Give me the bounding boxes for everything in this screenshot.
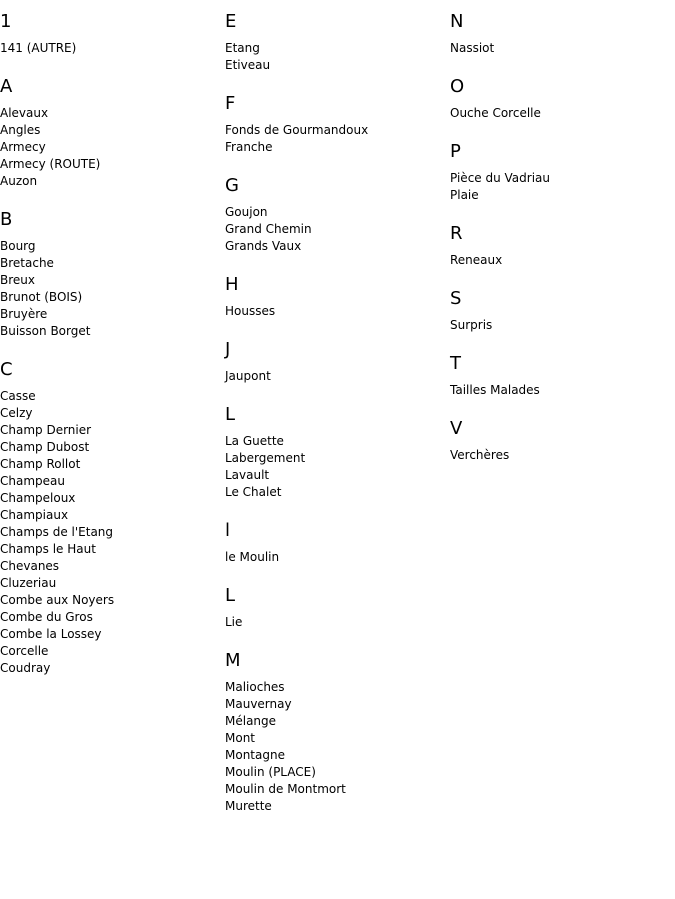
- place-link[interactable]: Champ Dubost: [0, 440, 90, 454]
- place-link[interactable]: Buisson Borget: [0, 324, 91, 338]
- letter-heading: C: [0, 359, 13, 380]
- place-link[interactable]: Champs le Haut: [0, 542, 96, 556]
- letter-heading: G: [225, 175, 239, 196]
- place-link[interactable]: Combe la Lossey: [0, 627, 102, 641]
- place-link[interactable]: Champeau: [0, 474, 65, 488]
- letter-group: [225, 584, 445, 631]
- letter-heading: S: [450, 288, 462, 309]
- letter-group: [225, 403, 445, 501]
- letter-group: [225, 649, 445, 815]
- place-link[interactable]: Moulin de Montmort: [225, 782, 346, 796]
- place-link[interactable]: Cluzeriau: [0, 576, 57, 590]
- place-link[interactable]: Celzy: [0, 406, 33, 420]
- place-link[interactable]: Bretache: [0, 256, 54, 270]
- letter-heading: L: [225, 404, 236, 425]
- letter-heading: E: [225, 11, 237, 32]
- letter-group: [225, 174, 445, 255]
- place-link[interactable]: Ouche Corcelle: [450, 106, 541, 120]
- letter-group: [0, 358, 220, 677]
- index-column-2: [225, 0, 445, 833]
- letter-heading: A: [0, 76, 13, 97]
- place-link[interactable]: Lavault: [225, 468, 270, 482]
- place-link[interactable]: Housses: [225, 304, 276, 318]
- place-link[interactable]: Le Chalet: [225, 485, 282, 499]
- letter-group: [450, 75, 670, 122]
- place-link[interactable]: Breux: [0, 273, 35, 287]
- place-link[interactable]: Franche: [225, 140, 273, 154]
- index-column-3: [450, 0, 670, 482]
- place-link[interactable]: Armecy: [0, 140, 46, 154]
- place-link[interactable]: Malioches: [225, 680, 285, 694]
- place-link[interactable]: Coudray: [0, 661, 51, 675]
- place-link[interactable]: Nassiot: [450, 41, 495, 55]
- place-link[interactable]: Mauvernay: [225, 697, 292, 711]
- letter-heading: O: [450, 76, 465, 97]
- letter-heading: B: [0, 209, 13, 230]
- place-link[interactable]: Combe aux Noyers: [0, 593, 115, 607]
- place-link[interactable]: Pièce du Vadriau: [450, 171, 550, 185]
- place-link[interactable]: Verchères: [450, 448, 510, 462]
- place-link[interactable]: Mont: [225, 731, 256, 745]
- place-link[interactable]: Chevanes: [0, 559, 60, 573]
- place-link[interactable]: Brunot (BOIS): [0, 290, 83, 304]
- place-link[interactable]: Champ Dernier: [0, 423, 92, 437]
- place-link[interactable]: Alevaux: [0, 106, 49, 120]
- place-link[interactable]: Goujon: [225, 205, 268, 219]
- letter-group: [450, 417, 670, 464]
- letter-group: [450, 140, 670, 204]
- letter-heading: 1: [0, 11, 12, 32]
- place-link[interactable]: Moulin (PLACE): [225, 765, 316, 779]
- place-link[interactable]: Casse: [0, 389, 36, 403]
- letter-heading: V: [450, 418, 463, 439]
- place-link[interactable]: Mélange: [225, 714, 277, 728]
- place-link[interactable]: Fonds de Gourmandoux: [225, 123, 369, 137]
- letter-heading: L: [225, 585, 236, 606]
- place-link[interactable]: Montagne: [225, 748, 285, 762]
- place-link[interactable]: Grands Vaux: [225, 239, 302, 253]
- place-link[interactable]: Murette: [225, 799, 272, 813]
- place-link[interactable]: Champiaux: [0, 508, 69, 522]
- place-link[interactable]: Bruyère: [0, 307, 48, 321]
- letter-group: [225, 10, 445, 74]
- place-link[interactable]: Combe du Gros: [0, 610, 93, 624]
- index-column-1: [0, 0, 220, 695]
- letter-heading: l: [225, 520, 231, 541]
- letter-group: [450, 222, 670, 269]
- letter-group: [225, 273, 445, 320]
- letter-group: [450, 287, 670, 334]
- place-link[interactable]: Lie: [225, 615, 243, 629]
- place-link[interactable]: Champs de l'Etang: [0, 525, 114, 539]
- place-link[interactable]: Labergement: [225, 451, 306, 465]
- place-link[interactable]: Champ Rollot: [0, 457, 81, 471]
- place-link[interactable]: Grand Chemin: [225, 222, 312, 236]
- letter-heading: H: [225, 274, 239, 295]
- place-link[interactable]: le Moulin: [225, 550, 280, 564]
- place-link[interactable]: Plaie: [450, 188, 479, 202]
- letter-heading: T: [450, 353, 461, 374]
- letter-heading: J: [225, 339, 231, 360]
- place-link[interactable]: Etang: [225, 41, 260, 55]
- letter-group: [225, 92, 445, 156]
- place-link[interactable]: Angles: [0, 123, 41, 137]
- letter-group: [0, 208, 220, 340]
- place-link[interactable]: Champeloux: [0, 491, 76, 505]
- place-link[interactable]: Reneaux: [450, 253, 503, 267]
- letter-group: [450, 352, 670, 399]
- letter-heading: F: [225, 93, 236, 114]
- letter-heading: R: [450, 223, 463, 244]
- place-link[interactable]: Bourg: [0, 239, 36, 253]
- place-link[interactable]: Surpris: [450, 318, 493, 332]
- place-link[interactable]: Armecy (ROUTE): [0, 157, 101, 171]
- letter-group: [0, 10, 220, 57]
- letter-group: [225, 519, 445, 566]
- place-link[interactable]: 141 (AUTRE): [0, 41, 77, 55]
- letter-group: [450, 10, 670, 57]
- place-link[interactable]: Tailles Malades: [450, 383, 540, 397]
- letter-heading: M: [225, 650, 241, 671]
- letter-heading: N: [450, 11, 464, 32]
- letter-group: [0, 75, 220, 190]
- place-link[interactable]: Jaupont: [225, 369, 271, 383]
- place-link[interactable]: Corcelle: [0, 644, 49, 658]
- place-link[interactable]: Auzon: [0, 174, 38, 188]
- letter-heading: P: [450, 141, 461, 162]
- place-link[interactable]: Etiveau: [225, 58, 271, 72]
- place-link[interactable]: La Guette: [225, 434, 284, 448]
- letter-group: [225, 338, 445, 385]
